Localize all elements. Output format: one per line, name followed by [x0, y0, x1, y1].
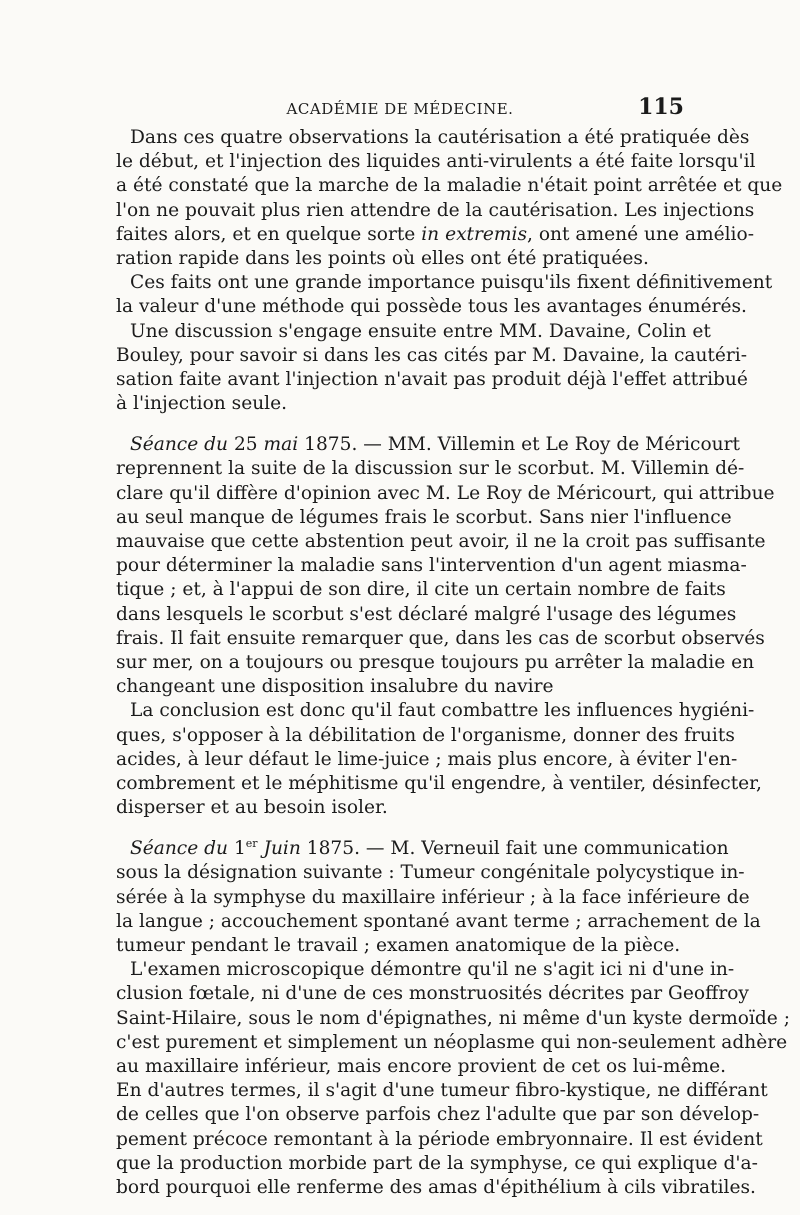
text-line: Une discussion s'engage ensuite entre MM. Davaine, Colin et: [130, 320, 711, 342]
text-line: bord pourquoi elle renferme des amas d'épithélium à cils vibratiles.: [116, 1176, 756, 1198]
paragraph-conclusion: [116, 699, 762, 820]
paragraph-seance-25-mai: [116, 433, 775, 699]
text-line: changeant une disposition insalubre du navire: [116, 676, 554, 698]
text-line: le début, et l'injection des liquides anti-virulents a été faite lorsqu'il: [116, 151, 756, 173]
text-line: Ces faits ont une grande importance puisqu'ils fixent définitivement: [130, 272, 773, 294]
text-line: Dans ces quatre observations la cautérisation a été pratiquée dès: [130, 127, 750, 148]
text-line: sérée à la symphyse du maxillaire inférieur ; à la face inférieure de: [116, 886, 750, 908]
page-header: [116, 94, 684, 124]
paragraph-seance-1-juin: [116, 837, 761, 958]
text-line: La conclusion est donc qu'il faut combattre les influences hygiéni-: [130, 700, 755, 722]
text-line: à l'injection seule.: [116, 393, 288, 415]
text-line: tique ; et, à l'appui de son dire, il cite un certain nombre de faits: [116, 579, 726, 601]
seance-label: Séance du: [130, 838, 229, 860]
text-line: sation faite avant l'injection n'avait pas produit déjà l'effet attribué: [116, 368, 748, 390]
text-line: sur mer, on a toujours ou presque toujours pu arrêter la maladie en: [116, 651, 755, 673]
text-line: En d'autres termes, il s'agit d'une tumeur fibro-kystique, ne différant: [116, 1080, 768, 1102]
text-line: sous la désignation suivante : Tumeur congénitale polycystique in-: [116, 862, 745, 884]
text-line: clusion fœtale, ni d'une de ces monstruosités décrites par Geoffroy: [116, 983, 749, 1005]
text-line: reprennent la suite de la discussion sur le scorbut. M. Villemin dé-: [116, 458, 745, 480]
paragraph-3: [116, 320, 748, 417]
text-line: Séance du 1er Juin 1875. — M. Verneuil fait une communication: [130, 837, 729, 860]
text-line: l'on ne pouvait plus rien attendre de la cautérisation. Les injections: [116, 199, 755, 221]
text-line: faites alors, et en quelque sorte in extremis, ont amené une amélio-: [116, 223, 754, 245]
text-line: L'examen microscopique démontre qu'il ne s'agit ici ni d'une in-: [130, 959, 735, 981]
text-line: disperser et au besoin isoler.: [116, 797, 388, 819]
page-number: 115: [638, 94, 684, 120]
text-line: au maxillaire inférieur, mais encore provient de cet os lui-même.: [116, 1055, 727, 1077]
text-line: ques, s'opposer à la débilitation de l'organisme, donner des fruits: [116, 724, 735, 746]
italic-phrase: in extremis: [421, 223, 528, 245]
running-title: ACADÉMIE DE MÉDECINE.: [286, 100, 514, 118]
text-line: c'est purement et simplement un néoplasme qui non-seulement adhère: [116, 1031, 788, 1053]
text-line: acides, à leur défaut le lime-juice ; mais plus encore, à éviter l'en-: [116, 748, 738, 770]
text-line: la valeur d'une méthode qui possède tous les avantages énumérés.: [116, 296, 747, 318]
text-line: la langue ; accouchement spontané avant terme ; arrachement de la: [116, 910, 761, 932]
text-line: Saint-Hilaire, sous le nom d'épignathes, ni même d'un kyste dermoïde ;: [116, 1007, 790, 1029]
text-line: clare qu'il diffère d'opinion avec M. Le Roy de Méricourt, qui attribue: [116, 482, 775, 504]
page-body: [116, 126, 790, 1200]
text-line: tumeur pendant le travail ; examen anatomique de la pièce.: [116, 935, 681, 956]
paragraph-examen: [116, 958, 790, 1200]
text-line: combrement et le méphitisme qu'il engendre, à ventiler, désinfecter,: [116, 772, 762, 794]
text-line: pement précoce remontant à la période embryonnaire. Il est évident: [116, 1128, 763, 1150]
text-line: au seul manque de légumes frais le scorbut. Sans nier l'influence: [116, 506, 732, 528]
text-line: dans lesquels le scorbut s'est déclaré malgré l'usage des légumes: [116, 603, 737, 625]
seance-label: Séance du: [130, 434, 229, 456]
text-line: pour déterminer la maladie sans l'intervention d'un agent miasma-: [116, 555, 747, 577]
paragraph-2: [116, 271, 773, 319]
text-line: mauvaise que cette abstention peut avoir, il ne la croit pas suffisante: [116, 531, 766, 552]
text-line: ration rapide dans les points où elles ont été pratiquées.: [116, 247, 649, 269]
text-line: a été constaté que la marche de la maladie n'était point arrêtée et que: [116, 175, 783, 197]
text-line: que la production morbide part de la symphyse, ce qui explique d'a-: [116, 1152, 758, 1174]
text-line: frais. Il fait ensuite remarquer que, dans les cas de scorbut observés: [116, 627, 765, 649]
text-line: Séance du 25 mai 1875. — MM. Villemin et Le Roy de Méricourt: [130, 434, 740, 456]
text-line: Bouley, pour savoir si dans les cas cités par M. Davaine, la cautéri-: [116, 344, 748, 366]
paragraph-1: [116, 126, 783, 271]
text-line: de celles que l'on observe parfois chez l'adulte que par son dévelop-: [116, 1104, 760, 1126]
